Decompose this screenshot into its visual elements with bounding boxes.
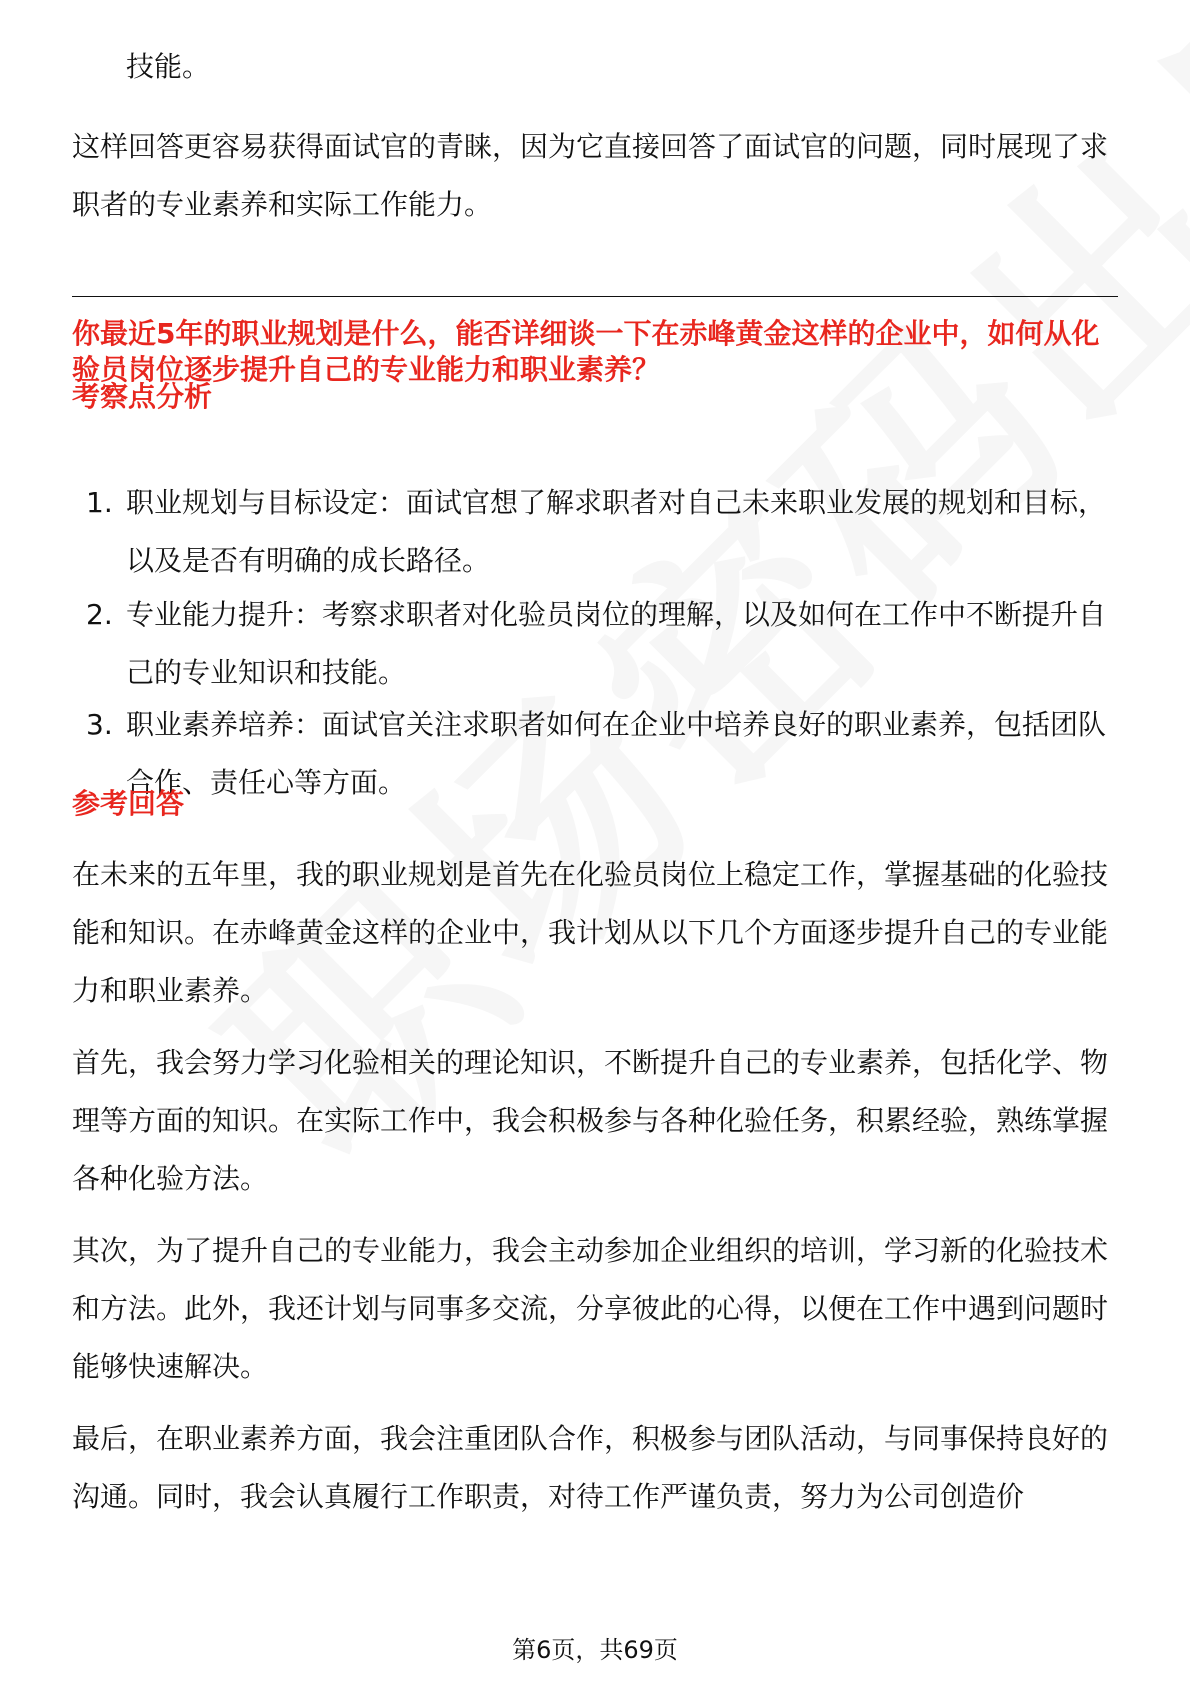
answer-paragraph: 首先，我会努力学习化验相关的理论知识，不断提升自己的专业素养，包括化学、物理等方面的知识。在实际工作中，我会积极参与各种化验任务，积累经验，熟练掌握各种化验方法。 (72, 1046, 1109, 1195)
list-item-text: 职业规划与目标设定：面试官想了解求职者对自己未来职业发展的规划和目标，以及是否有明确的成长路径。 (126, 486, 1107, 577)
page-number: 第6页，共69页 (512, 1636, 678, 1664)
question-title: 你最近5年的职业规划是什么，能否详细谈一下在赤峰黄金这样的企业中，如何从化验员岗位逐步提升自己的专业能力和职业素养？ (72, 317, 1100, 386)
section-divider (72, 296, 1118, 297)
list-item-number: 2. (86, 598, 113, 631)
analysis-heading: 考察点分析 (72, 380, 213, 413)
list-item-number: 1. (86, 486, 113, 519)
answer-heading: 参考回答 (72, 787, 185, 820)
intro-summary: 这样回答更容易获得面试官的青睐，因为它直接回答了面试官的问题，同时展现了求职者的专业素养和实际工作能力。 (72, 130, 1109, 221)
list-item (72, 474, 1118, 590)
list-item (72, 696, 1118, 812)
answer-paragraph: 最后，在职业素养方面，我会注重团队合作，积极参与团队活动，与同事保持良好的沟通。同时，我会认真履行工作职责，对待工作严谨负责，努力为公司创造价 (72, 1422, 1109, 1513)
list-item-number: 3. (86, 708, 113, 741)
list-item-text: 职业素养培养：面试官关注求职者如何在企业中培养良好的职业素养，包括团队合作、责任心等方面。 (126, 708, 1107, 799)
list-item-text: 专业能力提升：考察求职者对化验员岗位的理解，以及如何在工作中不断提升自己的专业知识和技能。 (126, 598, 1107, 689)
intro-continuation: 技能。 (126, 50, 211, 83)
list-item (72, 586, 1118, 702)
answer-paragraph: 在未来的五年里，我的职业规划是首先在化验员岗位上稳定工作，掌握基础的化验技能和知识。在赤峰黄金这样的企业中，我计划从以下几个方面逐步提升自己的专业能力和职业素养。 (72, 858, 1109, 1007)
answer-paragraph: 其次，为了提升自己的专业能力，我会主动参加企业组织的培训，学习新的化验技术和方法。此外，我还计划与同事多交流，分享彼此的心得，以便在工作中遇到问题时能够快速解决。 (72, 1234, 1109, 1383)
analysis-list (72, 474, 1118, 812)
